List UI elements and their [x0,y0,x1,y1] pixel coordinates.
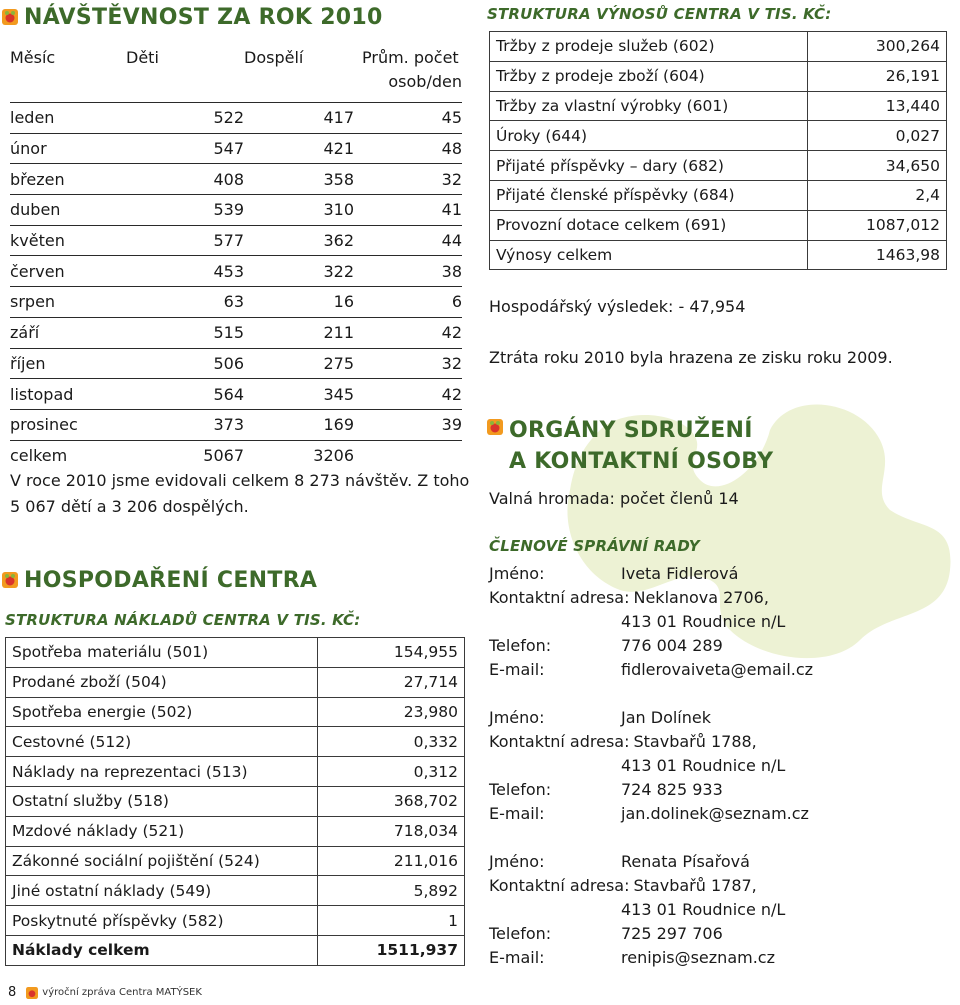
month-cell: červen [10,261,65,281]
attendance-title: NÁVŠTĚVNOST ZA ROK 2010 [24,5,383,30]
attendance-row [10,348,462,379]
money-row [6,697,465,727]
member-name-row [489,706,947,730]
member-name-row [489,562,947,586]
money-row [6,906,465,936]
adults-cell: 362 [323,231,354,251]
footer-text: výroční zpráva Centra MATÝSEK [42,987,202,998]
field-label [489,898,621,922]
item-label: Spotřeba energie (502) [6,697,318,727]
money-row [6,846,465,876]
average-cell: 39 [441,415,462,435]
item-label: Tržby z prodeje zboží (604) [490,61,808,91]
item-value: 154,955 [318,638,465,668]
adults-cell: 16 [333,292,354,312]
matysek-logo-icon [487,419,503,435]
item-label: Cestovné (512) [6,727,318,757]
month-cell: říjen [10,353,46,373]
income-table [489,31,947,270]
board-member [489,706,947,826]
money-row [6,757,465,787]
month-cell: leden [10,108,55,128]
page-footer [8,985,202,1000]
attendance-row [10,287,462,318]
col-month: Měsíc [10,48,56,67]
average-cell: 44 [441,231,462,251]
item-label: Jiné ostatní náklady (549) [6,876,318,906]
average-cell: 38 [441,261,462,281]
member-phone: 724 825 933 [621,780,723,799]
average-cell [354,440,462,470]
average-cell: 42 [441,384,462,404]
item-value: 5,892 [318,876,465,906]
adults-cell: 421 [323,139,354,159]
month-cell: listopad [10,384,74,404]
average-cell: 42 [441,323,462,343]
member-phone: 776 004 289 [621,636,723,655]
month-cell: září [10,323,40,343]
income-title: STRUKTURA VÝNOSŮ CENTRA V TIS. KČ: [487,5,832,23]
item-label: Prodané zboží (504) [6,667,318,697]
average-cell: 48 [441,139,462,159]
children-cell: 522 [213,108,244,128]
member-address-row [489,730,947,754]
member-address-row [489,586,947,610]
field-label: E-mail: [489,804,545,823]
matysek-logo-icon [2,572,18,588]
member-phone-row [489,922,947,946]
member-email: fidlerovaiveta@email.cz [621,660,814,679]
average-cell: 41 [441,200,462,220]
address-label: Kontaktní adresa: [489,732,630,751]
item-label: Zákonné sociální pojištění (524) [6,846,318,876]
col-average [354,46,462,103]
month-cell: prosinec [10,415,78,435]
member-phone-row [489,634,947,658]
adults-cell: 345 [323,384,354,404]
item-value: 718,034 [318,816,465,846]
economy-heading [2,568,317,594]
children-cell: 577 [213,231,244,251]
organs-heading [487,415,773,477]
matysek-logo-icon [2,9,18,25]
month-cell: únor [10,139,47,159]
item-value: 13,440 [808,91,947,121]
costs-title: STRUKTURA NÁKLADŮ CENTRA V TIS. KČ: [5,611,361,629]
member-address: Stavbařů 1788, [633,732,757,751]
economy-title: HOSPODAŘENÍ CENTRA [24,568,318,593]
average-cell: 32 [441,169,462,189]
children-cell: 408 [213,169,244,189]
attendance-row [10,133,462,164]
adults-cell: 322 [323,261,354,281]
children-cell: 5067 [203,445,244,465]
average-cell: 32 [441,353,462,373]
member-address-city-row [489,754,947,778]
item-label: Tržby z prodeje služeb (602) [490,32,808,62]
member-address-city: 413 01 Roudnice n/L [621,900,786,919]
children-cell: 453 [213,261,244,281]
money-row [6,638,465,668]
address-label: Kontaktní adresa: [489,876,630,895]
attendance-row [10,379,462,410]
month-cell: březen [10,169,65,189]
member-address: Neklanova 2706, [633,588,769,607]
attendance-row [10,195,462,226]
item-value: 0,027 [808,121,947,151]
money-row [490,32,947,62]
item-value: 26,191 [808,61,947,91]
attendance-table [10,46,462,470]
footer-logo-icon [26,987,38,999]
children-cell: 63 [223,292,244,312]
money-row [490,180,947,210]
item-label: Úroky (644) [490,121,808,151]
member-name: Jan Dolínek [621,708,711,727]
member-address-city-row [489,610,947,634]
adults-cell: 3206 [313,445,354,465]
field-label [489,754,621,778]
member-name: Renata Písařová [621,852,750,871]
money-row [490,61,947,91]
field-label: Telefon: [489,924,552,943]
total-value: 1511,937 [318,935,465,965]
average-cell: 45 [441,108,462,128]
money-row [490,121,947,151]
attendance-row [10,103,462,134]
member-address-city: 413 01 Roudnice n/L [621,756,786,775]
money-row [6,667,465,697]
item-value: 1087,012 [808,210,947,240]
assembly-info: Valná hromada: počet členů 14 [489,489,739,508]
attendance-row [10,317,462,348]
board-title: ČLENOVÉ SPRÁVNÍ RADY [489,537,700,555]
attendance-row [10,440,462,470]
attendance-row [10,409,462,440]
member-phone-row [489,778,947,802]
money-row [490,210,947,240]
money-row [490,151,947,181]
field-label: Telefon: [489,780,552,799]
money-row [6,816,465,846]
field-label: Jméno: [489,852,545,871]
field-label: E-mail: [489,660,545,679]
attendance-header-row [10,46,462,103]
average-cell: 6 [451,292,462,312]
item-value: 23,980 [318,697,465,727]
item-value: 0,312 [318,757,465,787]
attendance-row [10,164,462,195]
member-name-row [489,850,947,874]
item-label: Výnosy celkem [490,240,808,270]
economic-result: Hospodářský výsledek: - 47,954 [489,297,746,316]
children-cell: 564 [213,384,244,404]
children-cell: 515 [213,323,244,343]
member-phone: 725 297 706 [621,924,723,943]
col-average-line2: osob/den [388,72,462,91]
col-children: Děti [126,48,159,67]
adults-cell: 417 [323,108,354,128]
adults-cell: 358 [323,169,354,189]
money-row [6,876,465,906]
month-cell: srpen [10,292,56,312]
item-value: 34,650 [808,151,947,181]
children-cell: 539 [213,200,244,220]
children-cell: 506 [213,353,244,373]
member-email-row [489,658,947,682]
loss-note: Ztráta roku 2010 byla hrazena ze zisku roku 2009. [489,348,893,367]
money-row [6,786,465,816]
item-value: 0,332 [318,727,465,757]
item-label: Provozní dotace celkem (691) [490,210,808,240]
money-row [490,240,947,270]
attendance-note [10,468,470,520]
member-name: Iveta Fidlerová [621,564,739,583]
member-address: Stavbařů 1787, [633,876,757,895]
item-label: Náklady na reprezentaci (513) [6,757,318,787]
month-cell: duben [10,200,61,220]
children-cell: 373 [213,415,244,435]
field-label: Jméno: [489,708,545,727]
month-cell: květen [10,231,65,251]
attendance-heading [2,5,383,31]
member-email-row [489,946,947,970]
month-cell: celkem [10,445,68,465]
field-label: E-mail: [489,948,545,967]
address-label: Kontaktní adresa: [489,588,630,607]
field-label: Telefon: [489,636,552,655]
adults-cell: 275 [323,353,354,373]
page-number: 8 [8,985,17,1000]
item-value: 2,4 [808,180,947,210]
children-cell: 547 [213,139,244,159]
board-member [489,850,947,970]
item-value: 27,714 [318,667,465,697]
item-label: Přijaté příspěvky – dary (682) [490,151,808,181]
item-label: Přijaté členské příspěvky (684) [490,180,808,210]
adults-cell: 169 [323,415,354,435]
item-value: 368,702 [318,786,465,816]
board-member [489,562,947,682]
item-label: Spotřeba materiálu (501) [6,638,318,668]
member-address-city-row [489,898,947,922]
col-average-line1: Prům. počet [362,48,459,67]
adults-cell: 211 [323,323,354,343]
organs-title-line1: ORGÁNY SDRUŽENÍ [509,418,753,443]
item-value: 211,016 [318,846,465,876]
total-row [6,935,465,965]
col-adults: Dospělí [244,48,304,67]
item-value: 1 [318,906,465,936]
organs-title-line2: A KONTAKTNÍ OSOBY [509,449,774,474]
total-label: Náklady celkem [6,935,318,965]
item-value: 1463,98 [808,240,947,270]
costs-table [5,637,465,966]
field-label [489,610,621,634]
member-email: renipis@seznam.cz [621,948,775,967]
member-email: jan.dolinek@seznam.cz [621,804,809,823]
item-value: 300,264 [808,32,947,62]
item-label: Tržby za vlastní výrobky (601) [490,91,808,121]
member-email-row [489,802,947,826]
attendance-note-line2: 5 067 dětí a 3 206 dospělých. [10,497,249,516]
attendance-row [10,256,462,287]
money-row [490,91,947,121]
item-label: Mzdové náklady (521) [6,816,318,846]
item-label: Poskytnuté příspěvky (582) [6,906,318,936]
field-label: Jméno: [489,564,545,583]
member-address-city: 413 01 Roudnice n/L [621,612,786,631]
attendance-row [10,225,462,256]
adults-cell: 310 [323,200,354,220]
attendance-note-line1: V roce 2010 jsme evidovali celkem 8 273 návštěv. Z toho [10,471,470,490]
item-label: Ostatní služby (518) [6,786,318,816]
member-address-row [489,874,947,898]
money-row [6,727,465,757]
